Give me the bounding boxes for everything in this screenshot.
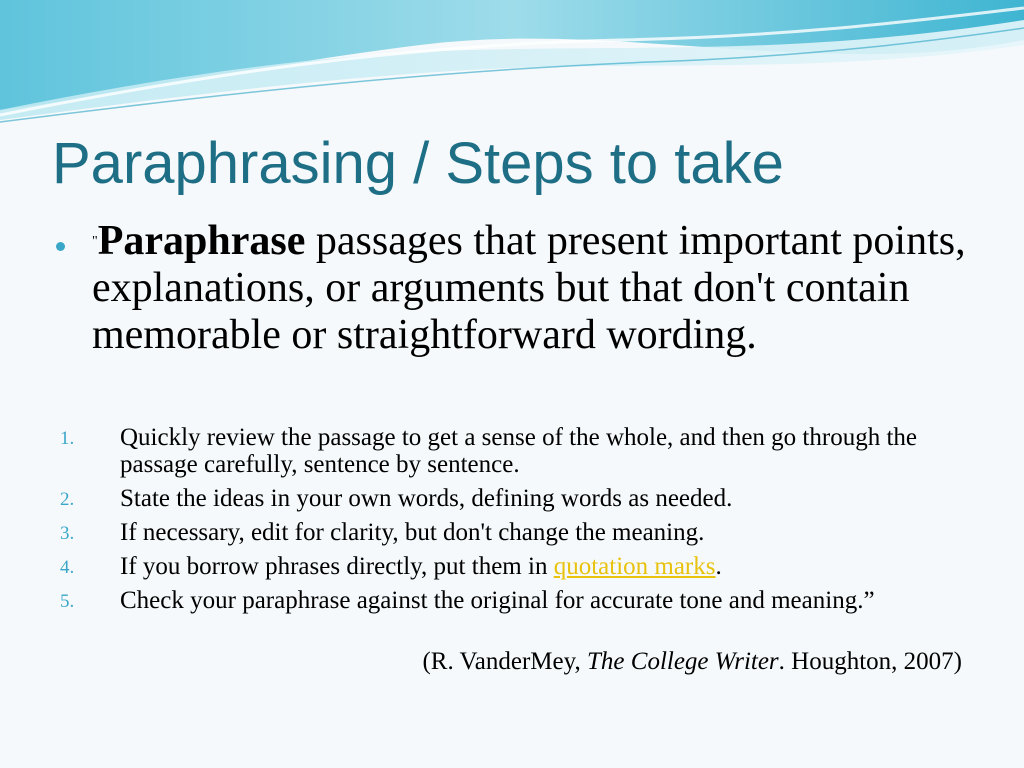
main-bullet (56, 218, 996, 359)
steps-list (60, 424, 980, 621)
citation-after: . Houghton, 2007) (778, 648, 962, 675)
list-item (60, 587, 980, 614)
step-number: 1. (60, 428, 75, 449)
header-wave-decoration (0, 0, 1024, 130)
citation-before: (R. VanderMey, (422, 648, 588, 675)
quotation-marks-link[interactable]: quotation marks (553, 553, 716, 580)
list-item (60, 519, 980, 546)
citation-title: The College Writer (587, 648, 779, 675)
bullet-text (92, 218, 996, 359)
step-text-after: . (715, 553, 722, 580)
step-text: Quickly review the passage to get a sense of the whole, and then go through the passage carefully, sentence by sentence. (120, 424, 917, 478)
list-item (60, 424, 980, 478)
open-quote: " (92, 234, 98, 249)
step-number: 2. (60, 489, 75, 510)
step-text (120, 553, 980, 580)
bullet-dot-icon (56, 242, 65, 251)
step-number: 4. (60, 557, 75, 578)
step-number: 3. (60, 523, 75, 544)
slide-title: Paraphrasing / Steps to take (52, 131, 784, 196)
list-item (60, 553, 980, 580)
list-item (60, 485, 980, 512)
step-text: Check your paraphrase against the original for accurate tone and meaning.” (120, 587, 875, 614)
citation (422, 648, 962, 676)
step-text-before: If you borrow phrases directly, put them in (120, 553, 554, 580)
step-text: State the ideas in your own words, defining words as needed. (120, 485, 733, 512)
step-text: If necessary, edit for clarity, but don't change the meaning. (120, 519, 705, 546)
bullet-body: passages that present important points, explanations, or arguments but that don't contain memorable or straightforward wording. (92, 218, 966, 358)
bullet-bold-word: Paraphrase (97, 218, 306, 264)
step-number: 5. (60, 591, 75, 612)
